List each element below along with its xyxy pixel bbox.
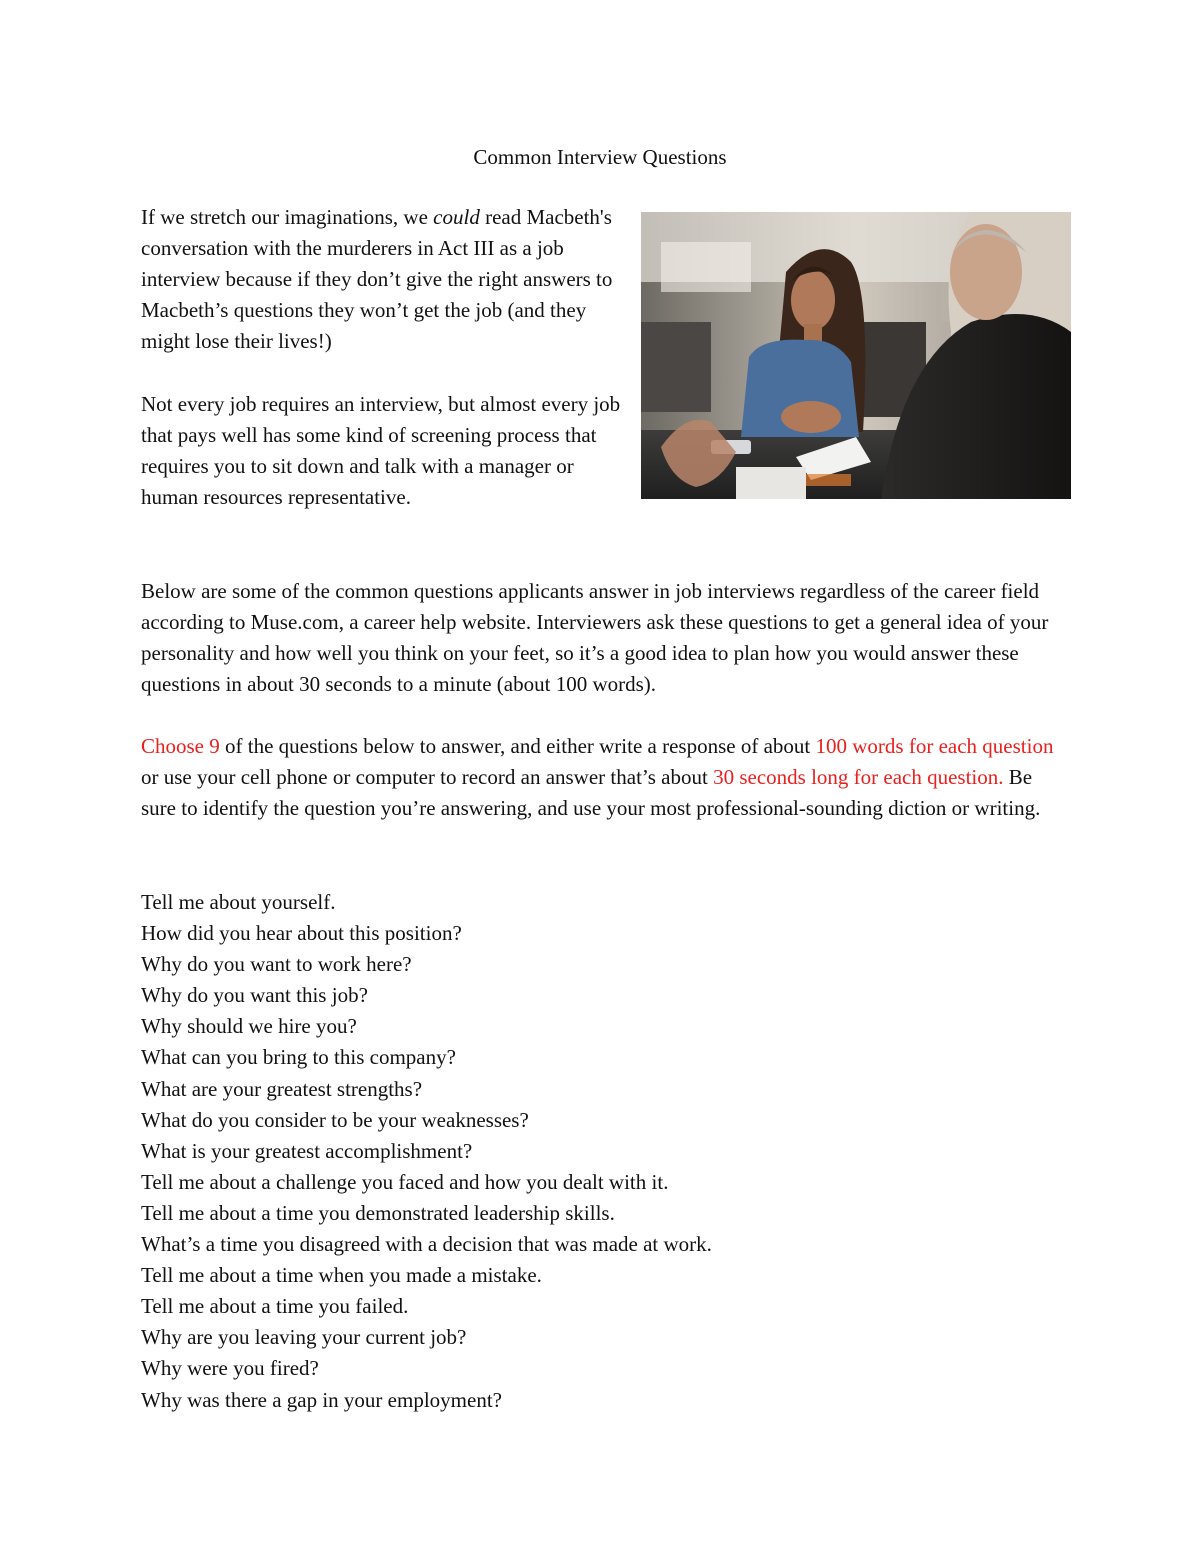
question-item: Tell me about a time you demonstrated leadership skills. — [141, 1200, 615, 1225]
instruction-text-1: of the questions below to answer, and either write a response of about — [219, 734, 816, 758]
paragraph-common-questions — [141, 576, 1071, 700]
question-item: Why was there a gap in your employment? — [141, 1387, 502, 1412]
question-item: Tell me about a time when you made a mistake. — [141, 1263, 542, 1288]
intro-paragraph-1 — [141, 202, 631, 357]
question-item: Tell me about a challenge you faced and how you dealt with it. — [141, 1169, 669, 1194]
question-item: Why were you fired? — [141, 1356, 319, 1381]
instruction-text-2: or use your cell phone or computer to record an answer that’s about — [141, 765, 714, 790]
interview-photo-illustration — [641, 212, 1071, 499]
question-item: Why should we hire you? — [141, 1014, 357, 1039]
paragraph-3-text: Below are some of the common questions applicants answer in job interviews regardless of the career field according to Muse.com, a career help website. Interviewers ask these questions to get a general idea of your personality and how well you think on your feet, so it’s a good idea to plan how you would answer these questions in about 30 seconds to a minute (about 100 words). — [141, 579, 1049, 697]
highlight-word-count: 100 words for each question — [815, 734, 1054, 758]
paragraph-instructions — [141, 731, 1071, 824]
interview-photo — [641, 212, 1071, 499]
document-title: Common Interview Questions — [473, 145, 727, 169]
highlight-choose: Choose 9 — [141, 734, 220, 758]
question-item: Tell me about yourself. — [141, 890, 336, 914]
question-item: How did you hear about this position? — [141, 921, 462, 946]
question-item: What can you bring to this company? — [141, 1045, 456, 1070]
intro-p1-emphasis: could — [433, 205, 480, 229]
question-item: Why are you leaving your current job? — [141, 1325, 467, 1350]
question-list — [141, 887, 1071, 1416]
intro-p1-start: If we stretch our imaginations, we — [141, 205, 434, 229]
question-item: What are your greatest strengths? — [141, 1076, 423, 1101]
question-item: Tell me about a time you failed. — [141, 1294, 409, 1319]
paragraph-4-text — [141, 731, 1071, 824]
question-item: What do you consider to be your weaknesses? — [141, 1107, 529, 1132]
question-item: What’s a time you disagreed with a decision that was made at work. — [141, 1232, 712, 1257]
highlight-seconds: 30 seconds long for each question. — [713, 765, 1004, 790]
question-item: Why do you want this job? — [141, 983, 368, 1008]
instruction-text-3: Be sure to identify the question you’re answering, and use your most professional-sounding diction or writing. — [141, 765, 1041, 821]
question-item: What is your greatest accomplishment? — [141, 1138, 473, 1163]
question-item: Why do you want to work here? — [141, 952, 412, 977]
intro-text — [141, 202, 631, 513]
intro-paragraph-2: Not every job requires an interview, but almost every job that pays well has some kind of screening process that requires you to sit down and talk with a manager or human resources representative. — [141, 391, 621, 509]
intro-p1-end: read Macbeth's conversation with the murderers in Act III as a job interview because if they don’t give the right answers to Macbeth’s questions they won’t get the job (and they might lose their lives!) — [141, 205, 613, 354]
